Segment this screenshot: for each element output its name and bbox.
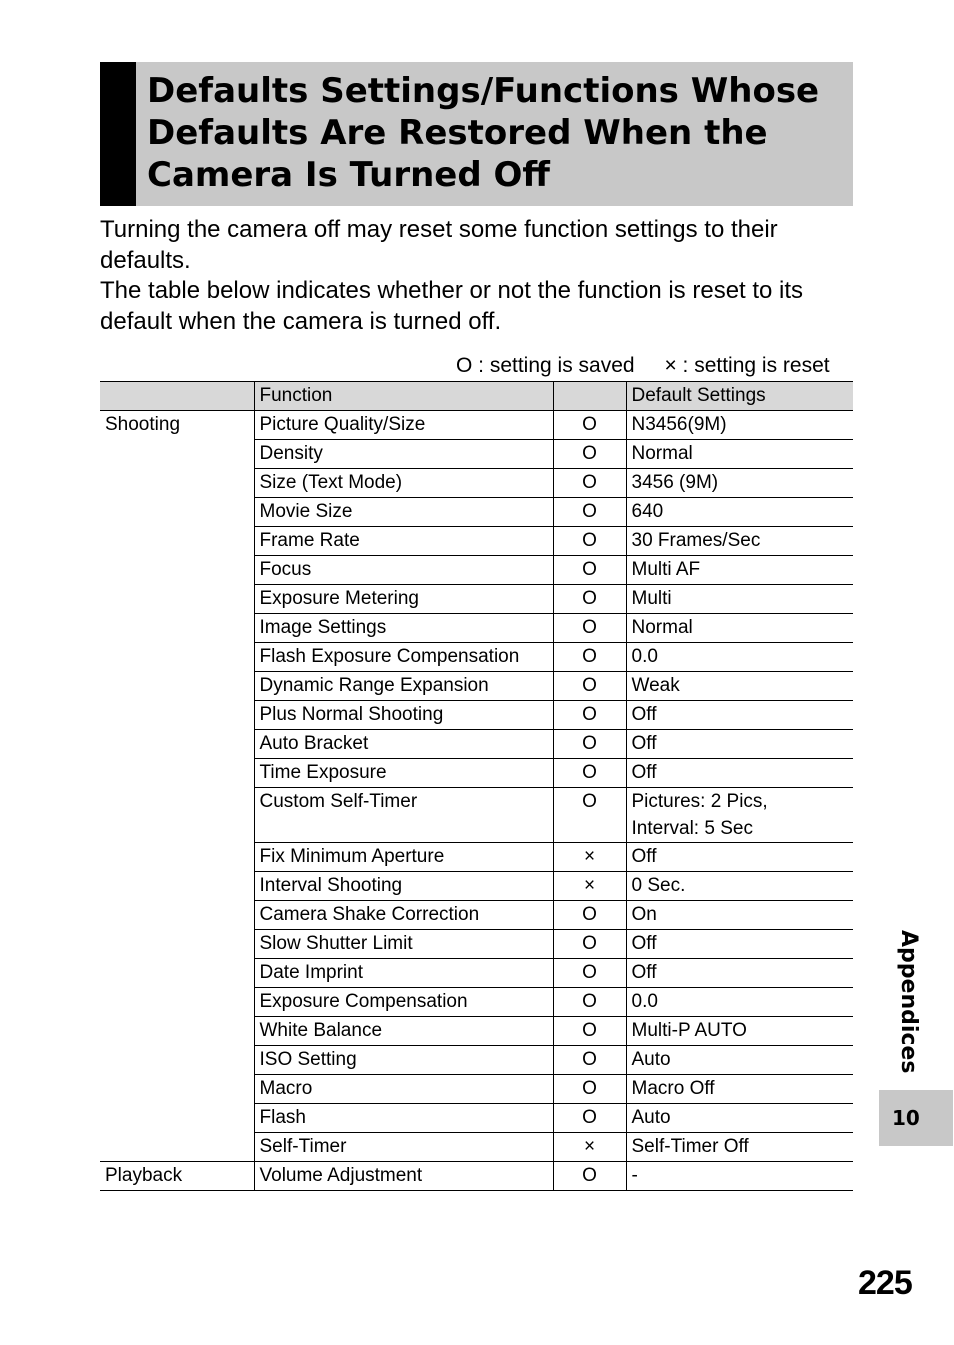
function-cell: Picture Quality/Size [254, 411, 553, 440]
function-cell: Density [254, 440, 553, 469]
page-title [147, 70, 847, 196]
function-cell: Plus Normal Shooting [254, 701, 553, 730]
function-cell: Time Exposure [254, 759, 553, 788]
default-cell: On [626, 901, 853, 930]
function-cell: White Balance [254, 1017, 553, 1046]
status-cell: O [553, 469, 626, 498]
category-cell: Shooting [100, 411, 254, 1162]
function-cell: Fix Minimum Aperture [254, 843, 553, 872]
default-cell: 0 Sec. [626, 872, 853, 901]
function-cell: Slow Shutter Limit [254, 930, 553, 959]
function-cell: Custom Self-Timer [254, 788, 553, 843]
default-cell: Off [626, 843, 853, 872]
default-cell: Off [626, 959, 853, 988]
status-cell: O [553, 440, 626, 469]
status-cell: O [553, 988, 626, 1017]
default-cell: 0.0 [626, 643, 853, 672]
default-cell: Off [626, 759, 853, 788]
function-cell: Self-Timer [254, 1133, 553, 1162]
header-category [100, 382, 254, 411]
title-line-3: Camera Is Turned Off [147, 155, 550, 195]
intro-text [100, 215, 860, 337]
status-cell: O [553, 788, 626, 843]
settings-table [100, 381, 853, 1191]
status-cell: O [553, 730, 626, 759]
status-cell: O [553, 901, 626, 930]
section-side-label [881, 930, 921, 1080]
function-cell: Exposure Compensation [254, 988, 553, 1017]
status-cell: O [553, 959, 626, 988]
status-cell: × [553, 1133, 626, 1162]
header-default: Default Settings [626, 382, 853, 411]
function-cell: Image Settings [254, 614, 553, 643]
function-cell: Date Imprint [254, 959, 553, 988]
function-cell: Volume Adjustment [254, 1162, 553, 1191]
default-cell: Self-Timer Off [626, 1133, 853, 1162]
function-cell: Auto Bracket [254, 730, 553, 759]
default-cell: Weak [626, 672, 853, 701]
default-cell: Off [626, 930, 853, 959]
default-cell: 640 [626, 498, 853, 527]
function-cell: Dynamic Range Expansion [254, 672, 553, 701]
status-cell: × [553, 872, 626, 901]
function-cell: Exposure Metering [254, 585, 553, 614]
page-number: 225 [858, 1264, 912, 1302]
function-cell: ISO Setting [254, 1046, 553, 1075]
default-cell: 30 Frames/Sec [626, 527, 853, 556]
status-cell: × [553, 843, 626, 872]
status-cell: O [553, 930, 626, 959]
default-cell: N3456(9M) [626, 411, 853, 440]
category-cell: Playback [100, 1162, 254, 1191]
status-cell: O [553, 701, 626, 730]
default-cell: Normal [626, 614, 853, 643]
status-cell: O [553, 1017, 626, 1046]
function-cell: Flash [254, 1104, 553, 1133]
status-cell: O [553, 1075, 626, 1104]
intro-paragraph-2: The table below indicates whether or not the function is reset to its default when the camera is turned off. [100, 277, 804, 335]
status-cell: O [553, 614, 626, 643]
intro-paragraph-1: Turning the camera off may reset some function settings to their defaults. [100, 216, 778, 274]
default-cell: Pictures: 2 Pics, Interval: 5 Sec [626, 788, 853, 843]
status-cell: O [553, 411, 626, 440]
table-body [100, 411, 853, 1191]
default-cell: Normal [626, 440, 853, 469]
table-row [100, 1162, 853, 1191]
status-cell: O [553, 1104, 626, 1133]
status-cell: O [553, 672, 626, 701]
chapter-tab: 10 [879, 1090, 953, 1146]
header-status [553, 382, 626, 411]
default-cell: Off [626, 701, 853, 730]
status-cell: O [553, 1046, 626, 1075]
legend [456, 353, 856, 379]
function-cell: Flash Exposure Compensation [254, 643, 553, 672]
title-block [100, 62, 853, 206]
default-cell: Off [626, 730, 853, 759]
status-cell: O [553, 643, 626, 672]
function-cell: Camera Shake Correction [254, 901, 553, 930]
function-cell: Frame Rate [254, 527, 553, 556]
function-cell: Size (Text Mode) [254, 469, 553, 498]
default-cell: 0.0 [626, 988, 853, 1017]
default-cell: Multi [626, 585, 853, 614]
function-cell: Macro [254, 1075, 553, 1104]
default-cell: Multi AF [626, 556, 853, 585]
title-line-1: Defaults Settings/Functions Whose [147, 71, 820, 111]
title-line-2: Defaults Are Restored When the [147, 113, 768, 153]
default-cell: Auto [626, 1046, 853, 1075]
status-cell: O [553, 498, 626, 527]
default-cell: Multi-P AUTO [626, 1017, 853, 1046]
table-header-row [100, 382, 853, 411]
default-cell: 3456 (9M) [626, 469, 853, 498]
legend-reset: × : setting is reset [664, 354, 830, 377]
status-cell: O [553, 1162, 626, 1191]
status-cell: O [553, 527, 626, 556]
default-cell: Auto [626, 1104, 853, 1133]
title-accent-bar [100, 62, 136, 206]
section-label: Appendices [896, 930, 921, 1074]
default-cell: Macro Off [626, 1075, 853, 1104]
status-cell: O [553, 585, 626, 614]
function-cell: Interval Shooting [254, 872, 553, 901]
status-cell: O [553, 759, 626, 788]
function-cell: Movie Size [254, 498, 553, 527]
default-cell: - [626, 1162, 853, 1191]
table-row [100, 411, 853, 440]
legend-saved: O : setting is saved [456, 354, 635, 377]
header-function: Function [254, 382, 553, 411]
status-cell: O [553, 556, 626, 585]
function-cell: Focus [254, 556, 553, 585]
